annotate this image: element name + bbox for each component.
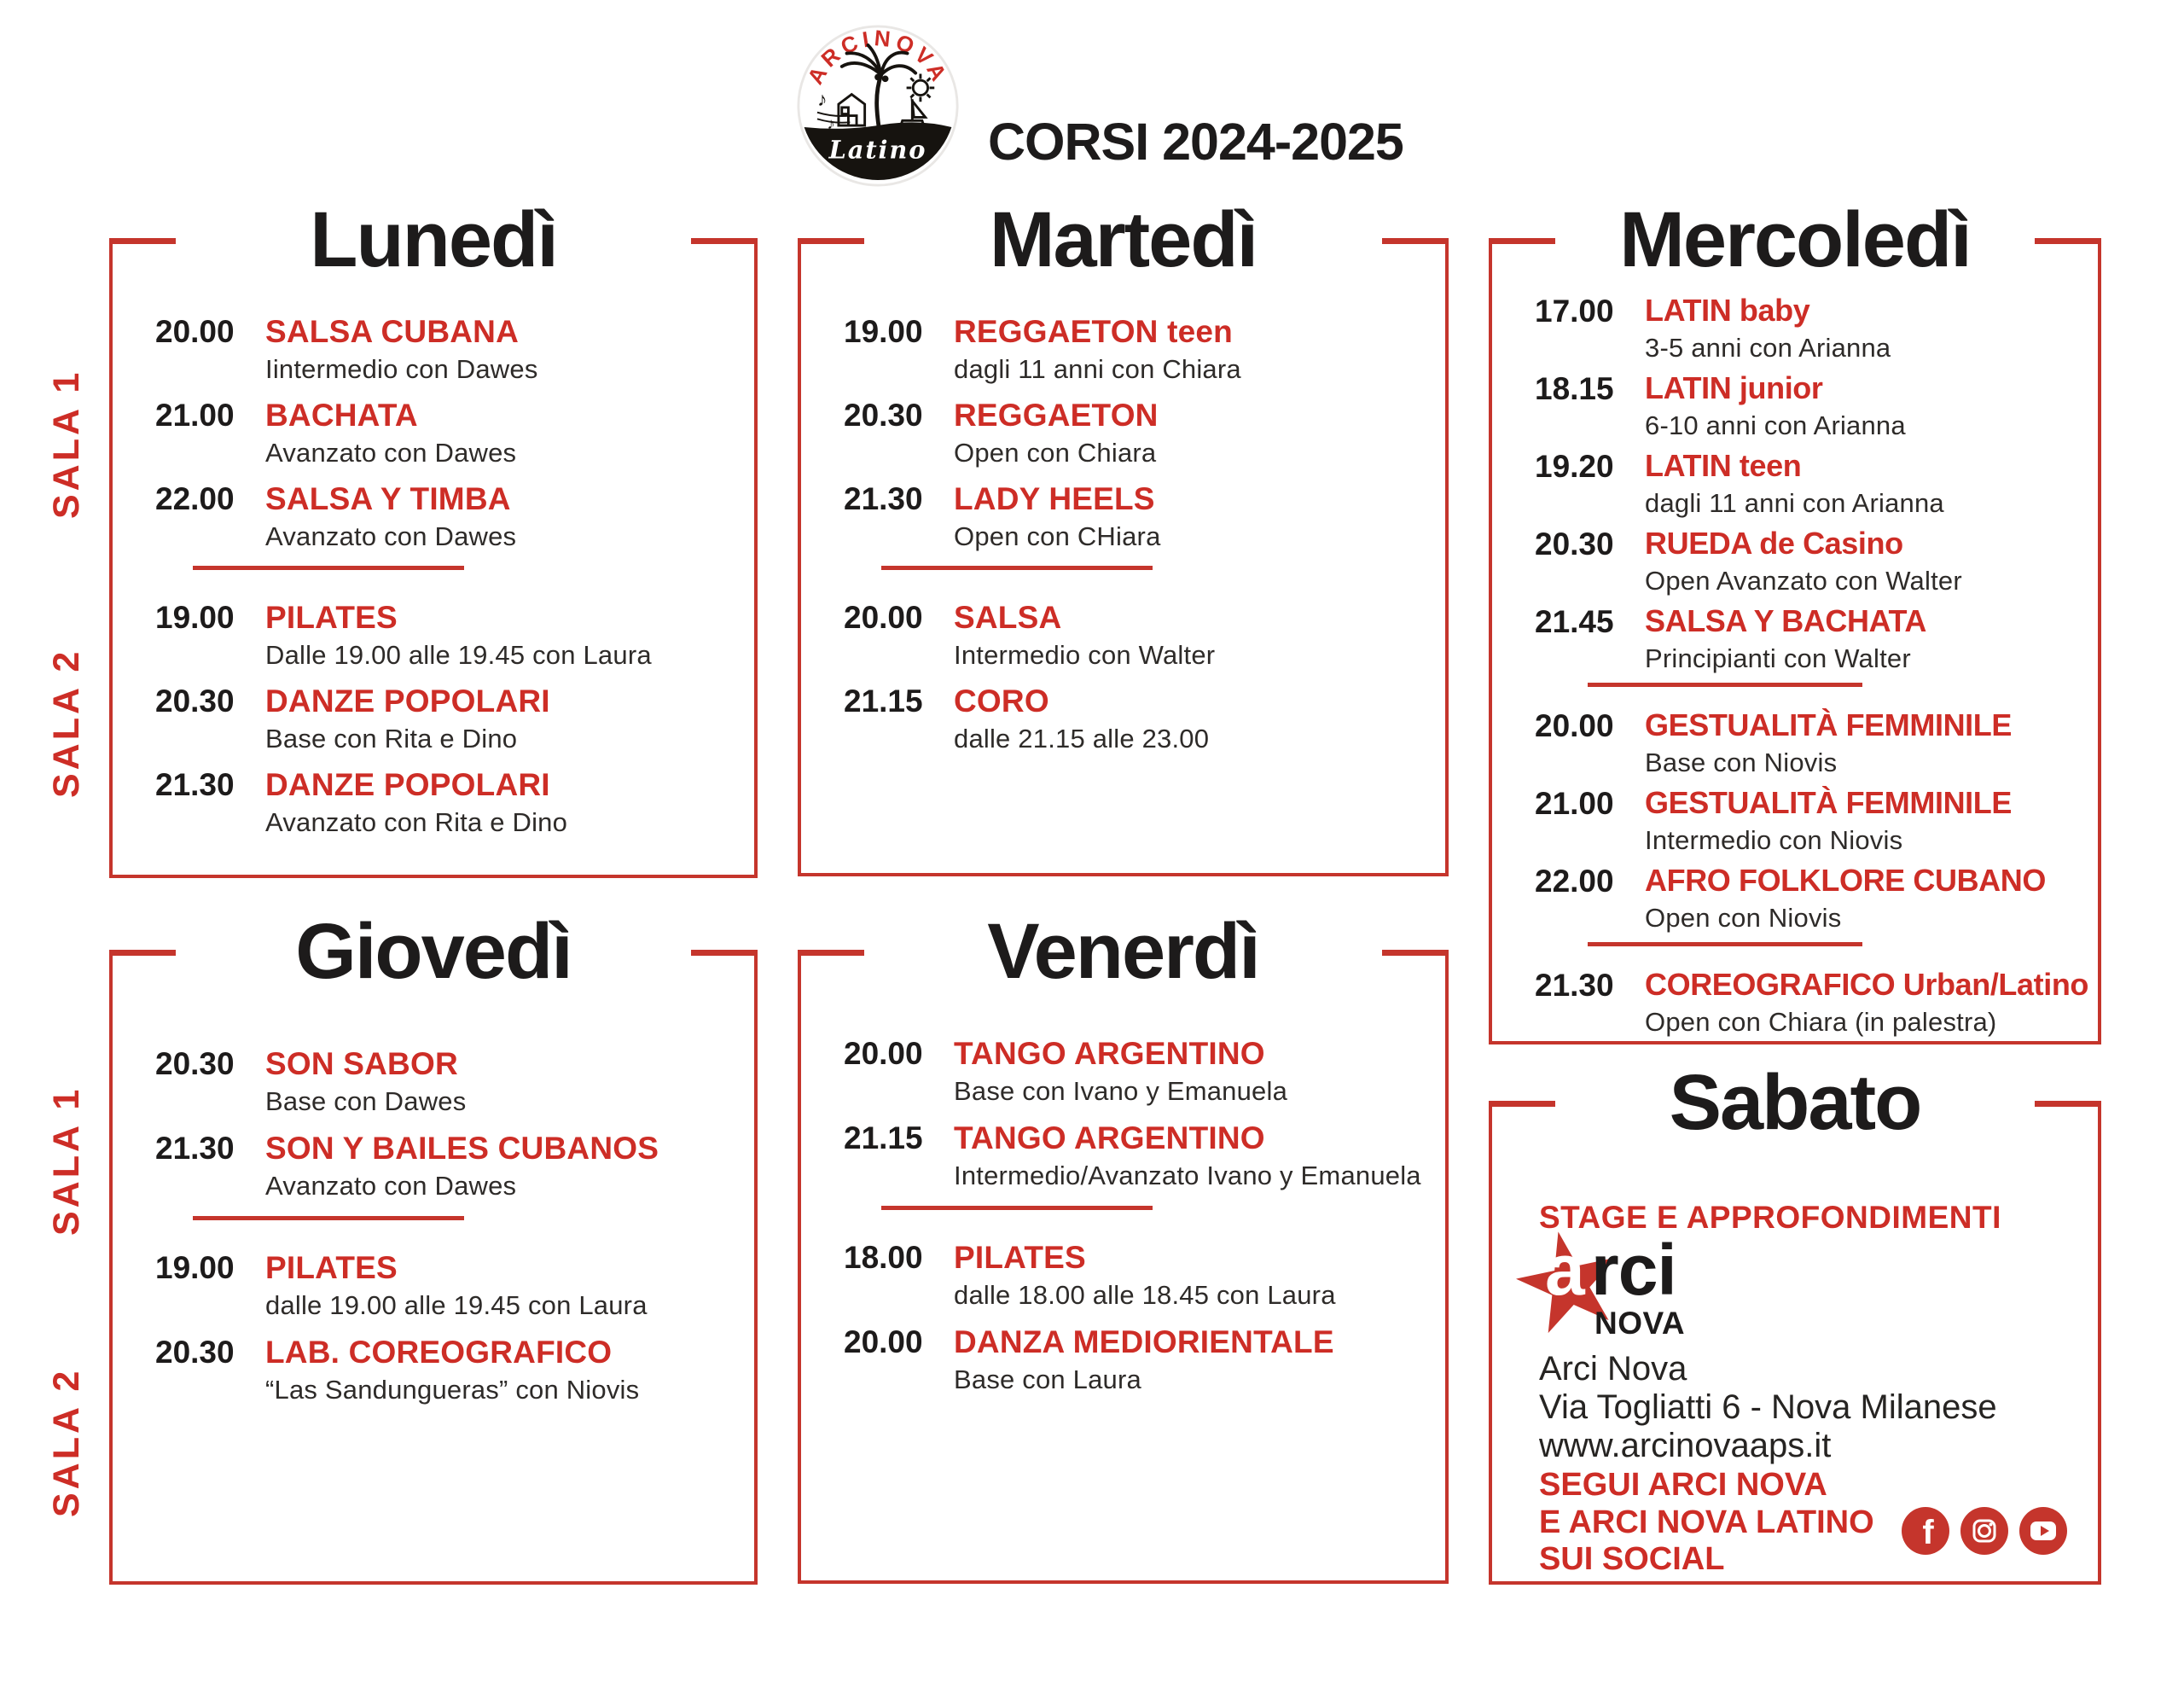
logo-latino-text: Latino (828, 135, 927, 165)
course-list (1492, 241, 2098, 1037)
course-item (844, 1121, 1445, 1190)
course-list (801, 953, 1445, 1394)
course-time: 21.30 (155, 767, 235, 803)
course-description: Intermedio con Walter (954, 640, 1216, 671)
course-group (155, 1251, 754, 1405)
course-item (1535, 784, 2098, 855)
course-name: RUEDA de Casino (1645, 525, 1903, 561)
arcinova-latino-logo (796, 24, 960, 188)
day-title: Mercoledì (1619, 196, 1971, 283)
course-description: dagli 11 anni con Chiara (954, 353, 1241, 384)
day-card-sabato (1489, 1059, 2101, 1585)
course-item (844, 399, 1445, 468)
course-description: Base con Niovis (1645, 747, 1838, 777)
svg-text:♪: ♪ (816, 88, 828, 110)
course-group (844, 1037, 1445, 1190)
facebook-icon[interactable] (1902, 1507, 1949, 1555)
day-card-giovedi (109, 908, 758, 1585)
course-description: dalle 19.00 alle 19.45 con Laura (265, 1290, 648, 1321)
course-time: 21.00 (155, 398, 235, 433)
course-description: Avanzato con Dawes (265, 438, 517, 468)
sala-label: SALA 2 (46, 1367, 87, 1518)
course-name: PILATES (265, 600, 398, 636)
sala-label: SALA 1 (46, 369, 87, 520)
course-name: GESTUALITÀ FEMMINILE (1645, 784, 2012, 820)
arci-logo-nova: NOVA (1594, 1306, 1686, 1341)
course-item (155, 1132, 754, 1201)
course-group (1535, 294, 2098, 673)
course-time: 19.20 (1535, 448, 1614, 484)
course-name: TANGO ARGENTINO (954, 1120, 1265, 1156)
course-time: 21.30 (844, 481, 923, 517)
course-time: 18.00 (844, 1240, 923, 1276)
social-icons (1902, 1507, 2067, 1555)
course-list (113, 241, 754, 837)
day-title: Giovedì (295, 908, 572, 995)
course-description: dalle 21.15 alle 23.00 (954, 724, 1210, 754)
logo-arc-text: ARCINOVA (803, 26, 953, 89)
group-divider (1588, 683, 1862, 687)
address-line: Via Togliatti 6 - Nova Milanese (1539, 1388, 1997, 1427)
course-item (155, 315, 754, 384)
svg-text:f: f (1922, 1514, 1934, 1551)
course-item (155, 768, 754, 837)
course-description: Base con Ivano y Emanuela (954, 1075, 1288, 1106)
course-description: Avanzato con Dawes (265, 1171, 517, 1201)
course-name: LAB. COREOGRAFICO (265, 1335, 613, 1370)
course-item (844, 1037, 1445, 1106)
course-name: LATIN junior (1645, 369, 1823, 405)
day-title: Lunedì (310, 196, 557, 283)
social-callout-line: SEGUI ARCI NOVA (1539, 1467, 1827, 1503)
course-description: 3-5 anni con Arianna (1645, 332, 1891, 363)
course-description: Open Avanzato con Walter (1645, 565, 1962, 596)
course-time: 20.30 (155, 1046, 235, 1081)
arci-logo-rci: rci (1591, 1230, 1676, 1310)
course-description: Iintermedio con Dawes (265, 353, 538, 384)
arci-logo-a: a (1545, 1230, 1585, 1310)
group-divider (193, 1216, 464, 1220)
course-group (155, 1047, 754, 1201)
course-name: SALSA (954, 600, 1062, 636)
course-time: 20.30 (844, 398, 923, 433)
course-item (844, 315, 1445, 384)
day-card-martedi (798, 196, 1449, 876)
course-time: 22.00 (155, 481, 235, 517)
social-callout (1539, 1467, 1874, 1579)
course-name: SON Y BAILES CUBANOS (265, 1131, 659, 1167)
course-group (1535, 709, 2098, 933)
course-item (844, 1325, 1445, 1394)
course-name: LATIN baby (1645, 293, 1810, 328)
saturday-subtitle: STAGE E APPROFONDIMENTI (1539, 1200, 2001, 1235)
day-card-venerdi (798, 908, 1449, 1584)
course-time: 20.30 (1535, 526, 1614, 561)
course-description: Open con CHiara (954, 521, 1161, 552)
course-group (844, 315, 1445, 551)
course-time: 21.30 (1535, 967, 1614, 1003)
course-description: Base con Rita e Dino (265, 724, 518, 754)
social-callout-line: E ARCI NOVA LATINO (1539, 1504, 1874, 1540)
course-time: 20.00 (844, 1324, 923, 1360)
course-name: PILATES (954, 1240, 1086, 1276)
course-name: SALSA CUBANA (265, 314, 520, 349)
day-title: Sabato (1669, 1059, 1921, 1146)
day-title: Martedì (989, 196, 1258, 283)
course-item (1535, 864, 2098, 933)
course-item (155, 1251, 754, 1320)
course-item (844, 601, 1445, 670)
course-item (155, 1047, 754, 1116)
course-description: Dalle 19.00 alle 19.45 con Laura (265, 640, 652, 671)
course-group (844, 1241, 1445, 1394)
course-item (1535, 527, 2098, 596)
course-item (1535, 602, 2098, 673)
course-description: Open con Chiara (954, 438, 1157, 468)
course-item (155, 601, 754, 670)
page-title: CORSI 2024-2025 (988, 112, 1403, 171)
course-description: “Las Sandungueras” con Niovis (265, 1375, 640, 1405)
course-name: SALSA Y TIMBA (265, 481, 511, 517)
course-name: COREOGRAFICO Urban/Latino (1645, 966, 2088, 1002)
course-description: Intermedio con Niovis (1645, 824, 1903, 855)
course-list (113, 953, 754, 1405)
day-card-mercoledi (1489, 196, 2101, 1044)
course-group (155, 315, 754, 551)
day-card-lunedi (109, 196, 758, 878)
address-line: Arci Nova (1539, 1350, 1687, 1388)
address-block (1539, 1350, 1997, 1466)
group-divider (881, 566, 1153, 570)
group-divider (193, 566, 464, 570)
youtube-icon[interactable] (2019, 1507, 2067, 1555)
course-time: 20.30 (155, 684, 235, 719)
course-description: Base con Laura (954, 1364, 1141, 1395)
course-name: TANGO ARGENTINO (954, 1036, 1265, 1071)
instagram-icon[interactable] (1960, 1507, 2008, 1555)
social-callout-line: SUI SOCIAL (1539, 1541, 1725, 1578)
course-name: CORO (954, 684, 1049, 719)
course-time: 19.00 (844, 314, 923, 349)
day-title: Venerdì (987, 908, 1259, 995)
course-time: 20.00 (844, 600, 923, 636)
course-name: LADY HEELS (954, 481, 1155, 517)
course-name: DANZE POPOLARI (265, 767, 550, 803)
course-group (1535, 966, 2098, 1037)
sala-label: SALA 2 (46, 648, 87, 799)
website-url: www.arcinovaaps.it (1539, 1427, 1832, 1465)
course-name: REGGAETON teen (954, 314, 1233, 349)
course-name: REGGAETON (954, 398, 1159, 433)
course-description: Avanzato con Dawes (265, 521, 517, 552)
course-time: 17.00 (1535, 294, 1614, 329)
group-divider (1588, 942, 1862, 946)
course-item (1535, 447, 2098, 518)
course-item (844, 1241, 1445, 1310)
course-name: SON SABOR (265, 1046, 458, 1081)
course-description: Open con Chiara (in palestra) (1645, 1006, 1997, 1037)
course-time: 21.00 (1535, 785, 1614, 821)
course-time: 21.30 (155, 1131, 235, 1167)
course-description: Open con Niovis (1645, 902, 1842, 933)
course-time: 20.30 (155, 1335, 235, 1370)
sala-label: SALA 1 (46, 1085, 87, 1236)
course-time: 21.15 (844, 1120, 923, 1156)
course-item (1535, 966, 2098, 1037)
course-item (155, 399, 754, 468)
svg-text:♪: ♪ (827, 113, 835, 132)
course-name: AFRO FOLKLORE CUBANO (1645, 862, 2046, 898)
course-name: PILATES (265, 1250, 398, 1286)
course-description: dagli 11 anni con Arianna (1645, 487, 1944, 518)
course-item (155, 1335, 754, 1405)
course-time: 20.00 (155, 314, 235, 349)
course-item (1535, 294, 2098, 363)
course-item (1535, 709, 2098, 777)
course-name: DANZE POPOLARI (265, 684, 550, 719)
course-description: 6-10 anni con Arianna (1645, 410, 1906, 440)
course-group (155, 601, 754, 837)
arci-nova-logo (1516, 1231, 1755, 1354)
course-description: Avanzato con Rita e Dino (265, 807, 568, 838)
group-divider (881, 1206, 1153, 1210)
course-list (801, 241, 1445, 753)
course-time: 18.15 (1535, 370, 1614, 406)
course-time: 19.00 (155, 600, 235, 636)
course-time: 19.00 (155, 1250, 235, 1286)
course-item (844, 482, 1445, 551)
course-time: 21.45 (1535, 603, 1614, 639)
course-time: 22.00 (1535, 863, 1614, 899)
course-time: 21.15 (844, 684, 923, 719)
course-description: Intermedio/Avanzato Ivano y Emanuela (954, 1161, 1421, 1190)
course-name: DANZA MEDIORIENTALE (954, 1324, 1334, 1360)
course-time: 20.00 (844, 1036, 923, 1071)
course-item (1535, 369, 2098, 440)
course-description: Principianti con Walter (1645, 643, 1911, 673)
course-group (844, 601, 1445, 753)
course-name: LATIN teen (1645, 447, 1802, 483)
course-name: SALSA Y BACHATA (1645, 602, 1927, 638)
course-description: Base con Dawes (265, 1085, 467, 1116)
course-name: GESTUALITÀ FEMMINILE (1645, 707, 2012, 742)
course-item (155, 482, 754, 551)
course-name: BACHATA (265, 398, 418, 433)
course-time: 20.00 (1535, 707, 1614, 743)
course-item (844, 684, 1445, 753)
course-item (155, 684, 754, 753)
course-description: dalle 18.00 alle 18.45 con Laura (954, 1280, 1336, 1311)
